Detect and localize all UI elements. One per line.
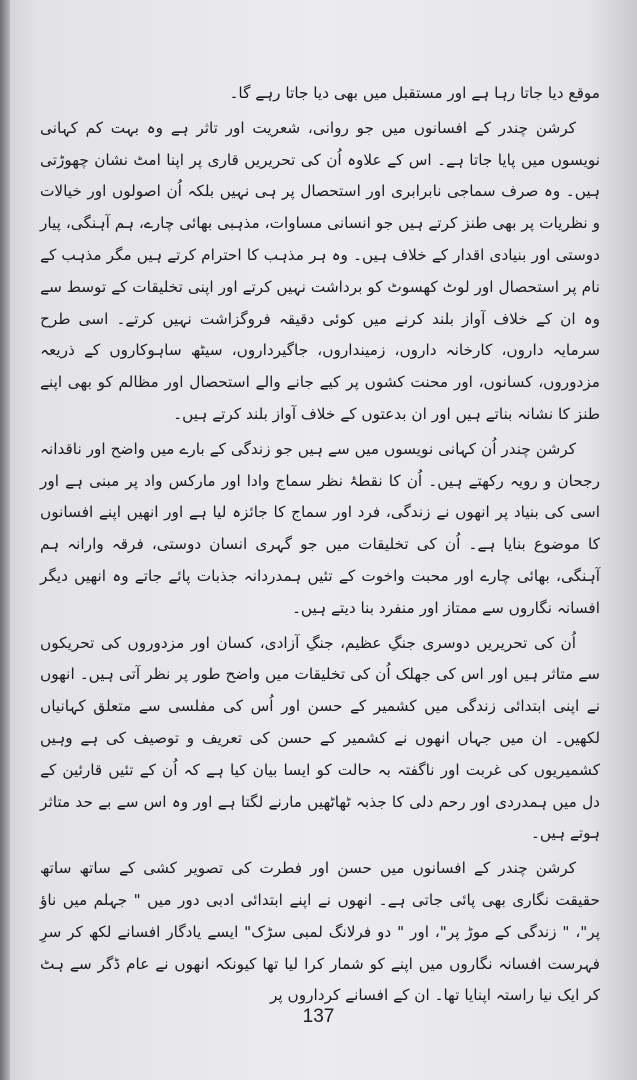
paragraph-influences: اُن کی تحریریں دوسری جنگِ عظیم، جنگِ آزادی، کسان اور مزدوروں کی تحریکوں سے متاثر ہیں اور اس کی جھلک اُن کی تخلیقات میں واضح طور پر نظر آتی ہیں۔ انھوں نے اپنی ابتدائی زندگی میں کشمیر کے حسن اور اُس کی مفلسی سے متعلق کہانیاں لکھیں۔ ان میں جہاں انھوں نے کشمیر کے حسن کی تعریف و توصیف کی ہے وہیں کشمیریوں کی غربت اور ناگفتہ بہ حالت کو ایسا بیان کیا ہے کہ اُن کے تئیں قارئین کے دل میں ہمدردی اور رحم دلی کا جذبہ ٹھاٹھیں مارنے لگتا ہے اور وہ اس سے بے حد متاثر ہوتے ہیں۔ [40, 633, 600, 843]
page-number: 137 [302, 1006, 335, 1027]
paragraph-krishan-chander-style: کرشن چندر کے افسانوں میں جو روانی، شعریت اور تاثر ہے وہ بہت کم کہانی نویسوں میں پایا جاتا ہے۔ اس کے علاوہ اُن کی تحریریں قاری پر اپنا امٹ نشان چھوڑتی ہیں۔ وہ صرف سماجی نابرابری اور استحصال پر ہی نہیں بلکہ اُن اصولوں اور خیالات و نظریات پر بھی طنز کرتے ہیں جو انسانی مساوات، مذہبی بھائی چارے، ہم آہنگی، پیار دوستی اور بنیادی اقدار کے خلاف ہیں۔ وہ ہر مذہب کا احترام کرتے ہیں مگر مذہب کے نام پر استحصال اور لوٹ کھسوٹ کو برداشت نہیں کرتے اور اپنی تخلیقات کے توسط سے وہ ان کے خلاف آواز بلند کرنے میں کوئی دقیقہ فروگزاشت نہیں کرتے۔ اسی طرح سرمایہ داروں، کارخانہ داروں، زمینداروں، جاگیرداروں، سیٹھ ساہوکاروں کے ذریعہ مزدوروں، کسانوں، اور محنت کشوں پر کیے جانے والے استحصال اور مظالم کو بھی اپنے طنز کا نشانہ بناتے ہیں اور ان بدعتوں کے خلاف آواز بلند کرتے ہیں۔ [40, 118, 600, 423]
paragraph-realism: کرشن چندر کے افسانوں میں حسن اور فطرت کی تصویر کشی کے ساتھ ساتھ حقیقت نگاری بھی پائی جاتی ہے۔ انھوں نے اپنے ابتدائی ادبی دور میں " جہلم میں ناؤ پر"، " زندگی کے موڑ پر"، اور " دو فرلانگ لمبی سڑک" ایسے یادگار افسانے لکھ کر سرِ فہرست افسانہ نگاروں میں اپنے کو شمار کرا لیا تھا کیونکہ انھوں نے عام ڈگر سے ہٹ کر ایک نیا راستہ اپنایا تھا۔ ان کے افسانے کرداروں پر [40, 859, 600, 1005]
book-spine-shadow [0, 0, 10, 1080]
paragraph-worldview: کرشن چندر اُن کہانی نویسوں میں سے ہیں جو زندگی کے بارے میں واضح اور ناقدانہ رجحان و رویہ رکھتے ہیں۔ اُن کا نقطۂ نظر سماج وادا اور مارکس واد پر مبنی ہے اور اسی کی بنیاد پر انھوں نے زندگی، فرد اور سماج کا جائزہ لیا ہے اور انھیں اپنے افسانوں کا موضوع بنایا ہے۔ اُن کی تخلیقات میں جو گہری انسان دوستی، فرقہ وارانہ ہم آہنگی، بھائی چارے اور محبت واخوت کے تئیں ہمدردانہ جذبات پائے جاتے وہ انھیں دیگر افسانہ نگاروں سے ممتاز اور منفرد بنا دیتے ہیں۔ [40, 439, 600, 617]
paragraph-continuation: موقع دیا جاتا رہا ہے اور مستقبل میں بھی دیا جاتا رہے گا۔ [229, 84, 600, 102]
urdu-text-body [40, 78, 600, 1012]
